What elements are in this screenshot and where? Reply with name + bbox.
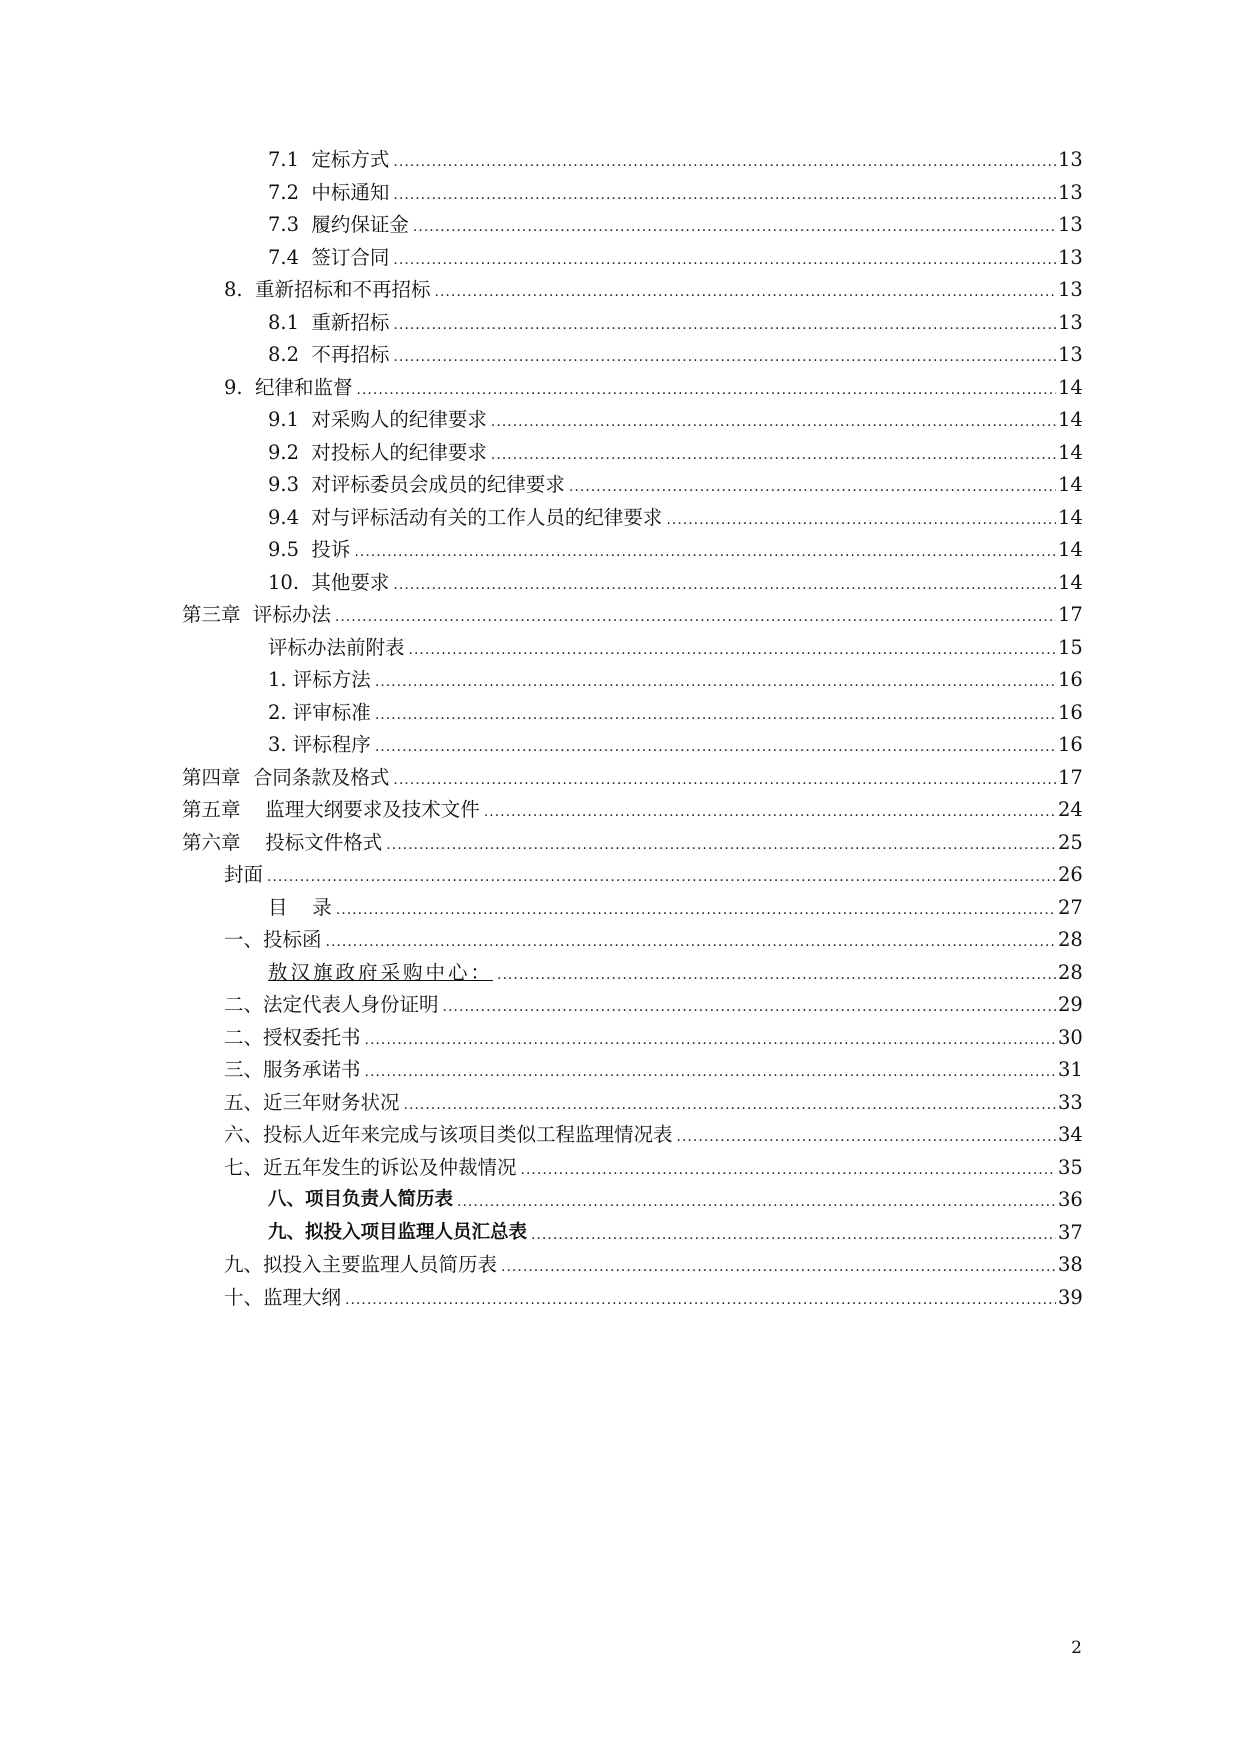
toc-entry-page-number: 16: [1058, 700, 1083, 724]
toc-entry-page-number: 14: [1058, 375, 1083, 399]
toc-dot-leader: [404, 1095, 1056, 1115]
toc-entry-page-number: 27: [1058, 895, 1083, 919]
toc-entry-page-number: 30: [1058, 1025, 1083, 1049]
toc-entry-title: 九、拟投入主要监理人员简历表: [224, 1253, 498, 1276]
toc-dot-leader: [393, 770, 1056, 790]
toc-entry[interactable]: [268, 695, 1082, 725]
toc-entry-page-number: 14: [1058, 538, 1083, 561]
toc-entry-page-number: 14: [1058, 440, 1083, 464]
toc-entry[interactable]: [268, 500, 1082, 530]
toc-entry-title: 第六章 投标文件格式: [182, 830, 383, 854]
toc-entry-title: 第四章 合同条款及格式: [182, 765, 390, 789]
toc-dot-leader: [375, 737, 1056, 757]
toc-dot-leader: [365, 1062, 1056, 1082]
toc-entry-page-number: 31: [1058, 1058, 1083, 1081]
toc-entry-title: 二、授权委托书: [224, 1025, 361, 1049]
toc-entry-title: 9.5 投诉: [268, 538, 351, 561]
toc-entry-page-number: 13: [1058, 310, 1083, 334]
toc-entry-title: 9.2 对投标人的纪律要求: [268, 440, 487, 464]
toc-dot-leader: [569, 477, 1056, 497]
toc-entry-page-number: 13: [1058, 343, 1083, 366]
toc-entry-title: 十、监理大纲: [224, 1285, 342, 1309]
toc-entry-title: 7.1 定标方式: [268, 148, 390, 171]
toc-entry[interactable]: [268, 630, 1082, 660]
toc-entry[interactable]: [268, 565, 1082, 595]
toc-entry-title: 10. 其他要求: [268, 570, 390, 594]
toc-entry[interactable]: [224, 1280, 1082, 1310]
toc-entry-page-number: 14: [1058, 408, 1083, 431]
toc-entry-page-number: 16: [1058, 668, 1083, 691]
toc-entry[interactable]: [182, 825, 1082, 855]
toc-dot-leader: [267, 867, 1056, 887]
toc-entry-page-number: 37: [1058, 1220, 1083, 1244]
toc-entry[interactable]: [268, 337, 1082, 367]
toc-entry-page-number: 14: [1058, 473, 1083, 496]
toc-entry[interactable]: [224, 1052, 1082, 1082]
toc-entry[interactable]: [182, 597, 1082, 627]
toc-entry-title: 9. 纪律和监督: [224, 375, 353, 399]
toc-entry-page-number: 16: [1058, 733, 1083, 756]
toc-entry[interactable]: [268, 1215, 1082, 1245]
toc-entry-title: 2. 评审标准: [268, 700, 371, 724]
toc-dot-leader: [375, 705, 1056, 725]
toc-entry-page-number: 13: [1058, 213, 1083, 236]
toc-entry-title: 8. 重新招标和不再招标: [224, 278, 431, 301]
toc-dot-leader: [666, 510, 1056, 530]
toc-entry[interactable]: [224, 857, 1082, 887]
toc-entry[interactable]: [224, 1117, 1082, 1147]
toc-dot-leader: [393, 315, 1056, 335]
toc-entry[interactable]: [268, 435, 1082, 465]
toc-entry[interactable]: [268, 662, 1082, 692]
toc-entry-page-number: 13: [1058, 148, 1083, 171]
toc-entry-page-number: 13: [1058, 245, 1083, 269]
toc-entry-title: 二、法定代表人身份证明: [224, 993, 439, 1016]
toc-entry-title: 八、项目负责人简历表: [268, 1189, 454, 1210]
toc-entry-title: 7.2 中标通知: [268, 180, 390, 204]
toc-entry-title: 评标办法前附表: [268, 635, 405, 659]
toc-dot-leader: [677, 1127, 1056, 1147]
toc-entry-page-number: 28: [1058, 960, 1083, 984]
toc-dot-leader: [457, 1192, 1056, 1212]
toc-entry-title: 一、投标函: [224, 928, 322, 951]
toc-entry-title: 封面: [224, 863, 264, 886]
toc-entry-page-number: 28: [1058, 928, 1083, 951]
toc-dot-leader: [345, 1290, 1056, 1310]
toc-dot-leader: [393, 347, 1056, 367]
toc-entry[interactable]: [268, 402, 1082, 432]
toc-dot-leader: [484, 802, 1056, 822]
toc-entry-title: 九、拟投入项目监理人员汇总表: [268, 1221, 528, 1243]
toc-dot-leader: [443, 997, 1056, 1017]
toc-entry[interactable]: [224, 1020, 1082, 1050]
toc-dot-leader: [354, 542, 1056, 562]
toc-entry-page-number: 24: [1058, 798, 1083, 821]
toc-entry-page-number: 13: [1058, 180, 1083, 204]
toc-entry-title: 7.3 履约保证金: [268, 213, 409, 236]
toc-entry-page-number: 33: [1058, 1090, 1083, 1114]
toc-dot-leader: [497, 965, 1056, 985]
toc-entry[interactable]: [224, 1150, 1082, 1180]
toc-dot-leader: [531, 1225, 1056, 1245]
page-number: 2: [1071, 1638, 1082, 1658]
toc-entry[interactable]: [268, 890, 1082, 920]
toc-entry-title: 3. 评标程序: [268, 733, 371, 756]
toc-entry-page-number: 39: [1058, 1285, 1083, 1309]
toc-entry-page-number: 14: [1058, 570, 1083, 594]
toc-dot-leader: [357, 380, 1056, 400]
toc-dot-leader: [393, 152, 1056, 172]
toc-entry-title: 9.1 对采购人的纪律要求: [268, 408, 487, 431]
toc-entry-page-number: 17: [1058, 765, 1083, 789]
toc-entry-page-number: 14: [1058, 505, 1083, 529]
toc-entry[interactable]: [268, 240, 1082, 270]
toc-entry[interactable]: [224, 272, 1082, 302]
toc-dot-leader: [326, 932, 1056, 952]
toc-entry-title: 三、服务承诺书: [224, 1058, 361, 1081]
toc-entry-page-number: 17: [1058, 603, 1083, 626]
toc-entry-page-number: 25: [1058, 830, 1083, 854]
toc-entry-title: 8.2 不再招标: [268, 343, 390, 366]
toc-entry[interactable]: [182, 760, 1082, 790]
toc-entry-title: 9.3 对评标委员会成员的纪律要求: [268, 473, 565, 496]
toc-dot-leader: [375, 672, 1056, 692]
toc-entry-page-number: 26: [1058, 863, 1083, 886]
toc-entry-title: 9.4 对与评标活动有关的工作人员的纪律要求: [268, 505, 663, 529]
toc-dot-leader: [491, 445, 1056, 465]
toc-entry[interactable]: [224, 1085, 1082, 1115]
toc-entry-title: 1. 评标方法: [268, 668, 371, 691]
toc-entry-title: 敖汉旗政府采购中心：: [268, 960, 494, 984]
toc-entry[interactable]: [224, 1247, 1082, 1277]
toc-entry[interactable]: [268, 305, 1082, 335]
toc-entry-title: 七、近五年发生的诉讼及仲裁情况: [224, 1155, 517, 1179]
toc-entry-title: 7.4 签订合同: [268, 245, 390, 269]
toc-entry-page-number: 15: [1058, 635, 1083, 659]
toc-dot-leader: [393, 185, 1056, 205]
toc-entry-title: 8.1 重新招标: [268, 310, 390, 334]
toc-entry-title: 五、近三年财务状况: [224, 1090, 400, 1114]
toc-dot-leader: [335, 607, 1056, 627]
toc-dot-leader: [435, 282, 1056, 302]
toc-dot-leader: [365, 1030, 1056, 1050]
toc-dot-leader: [336, 900, 1056, 920]
toc-entry[interactable]: [224, 987, 1082, 1017]
toc-entry[interactable]: [268, 175, 1082, 205]
toc-entry-page-number: 29: [1058, 993, 1083, 1016]
toc-entry-title: 目 录: [268, 895, 332, 919]
toc-entry[interactable]: [268, 467, 1082, 497]
toc-dot-leader: [521, 1160, 1056, 1180]
toc-entry[interactable]: [224, 922, 1082, 952]
toc-entry-page-number: 34: [1058, 1123, 1083, 1146]
toc-entry-title: 第三章 评标办法: [182, 603, 331, 626]
toc-entry-title: 第五章 监理大纲要求及技术文件: [182, 798, 480, 821]
toc-entry[interactable]: [268, 1182, 1082, 1212]
toc-entry[interactable]: [224, 370, 1082, 400]
toc-entry-page-number: 38: [1058, 1253, 1083, 1276]
toc-entry-page-number: 36: [1058, 1188, 1083, 1211]
toc-dot-leader: [501, 1257, 1056, 1277]
toc-dot-leader: [409, 640, 1056, 660]
toc-dot-leader: [393, 575, 1056, 595]
toc-entry[interactable]: [268, 532, 1082, 562]
toc-entry[interactable]: [268, 142, 1082, 172]
toc-entry-page-number: 35: [1058, 1155, 1083, 1179]
toc-entry[interactable]: [268, 207, 1082, 237]
toc-dot-leader: [386, 835, 1056, 855]
toc-dot-leader: [491, 412, 1056, 432]
toc-entry[interactable]: [268, 955, 1082, 985]
toc-entry[interactable]: [268, 727, 1082, 757]
toc-entry-title: 六、投标人近年来完成与该项目类似工程监理情况表: [224, 1123, 673, 1146]
toc-dot-leader: [413, 217, 1056, 237]
toc-dot-leader: [393, 250, 1056, 270]
toc-entry-page-number: 13: [1058, 278, 1083, 301]
toc-entry[interactable]: [182, 792, 1082, 822]
